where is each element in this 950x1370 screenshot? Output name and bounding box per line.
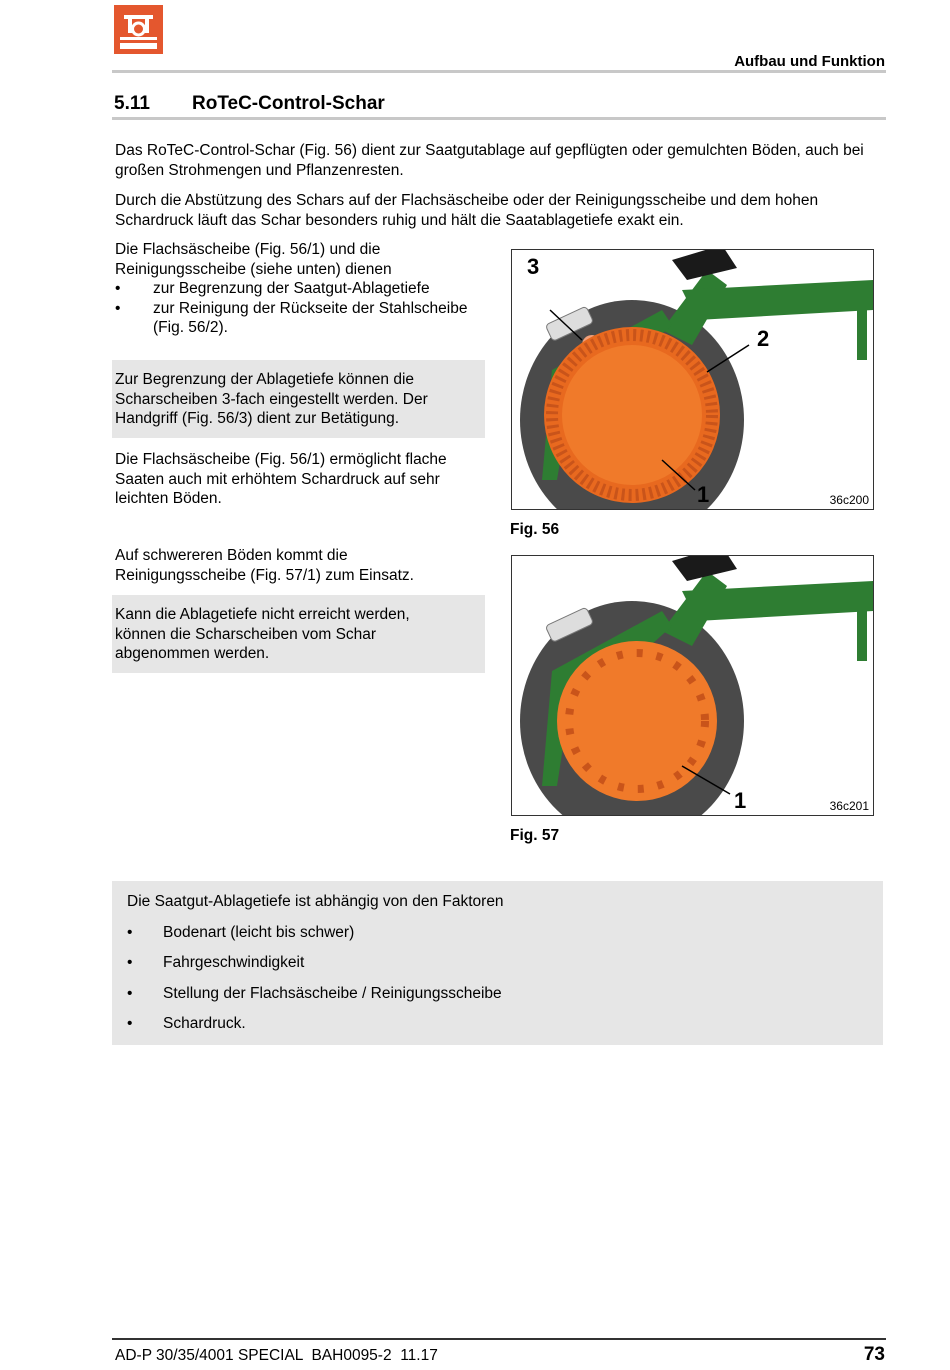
figure-56 xyxy=(511,249,874,510)
paragraph-support: Durch die Abstützung des Schars auf der Flachsäscheibe oder der Reinigungsscheibe und dem hohen Schardruck läuft das Schar besonders ruhig und hält die Saatablagetiefe exakt ein. xyxy=(115,192,819,229)
callout-label-steel-disc: 2 xyxy=(757,326,770,351)
figure-code: 36c200 xyxy=(829,493,869,507)
list-item: • zur Reinigung der Rückseite der Stahlscheibe (Fig. 56/2). xyxy=(115,299,475,338)
callout-label-handle: 3 xyxy=(527,254,540,279)
list-item: • Schardruck. xyxy=(127,1014,867,1034)
header-rule xyxy=(112,70,886,73)
footer-doc-id: AD-P 30/35/4001 SPECIAL BAH0095-2 11.17 xyxy=(115,1347,438,1364)
note-text: Zur Begrenzung der Ablagetiefe können die Scharscheiben 3-fach eingestellt werden. Der Handgriff (Fig. 56/3) dient zur Betätigung. xyxy=(115,371,428,427)
section-number: 5.11 xyxy=(114,93,150,114)
note-box-factors xyxy=(112,881,883,1045)
figure-57 xyxy=(511,555,874,816)
page-number: 73 xyxy=(863,1344,885,1365)
factors-list xyxy=(127,923,867,1034)
note-box-depth xyxy=(112,360,485,438)
factors-content xyxy=(127,892,867,1034)
rotec-share-cleaning-disc-illustration xyxy=(512,556,873,815)
figure-56-caption: Fig. 56 xyxy=(510,521,560,538)
footer-rule xyxy=(112,1338,886,1340)
note-box-remove xyxy=(112,595,485,673)
paragraph-discs xyxy=(115,240,475,338)
discs-bullet-list xyxy=(115,279,475,338)
paragraph-flat-seed: Die Flachsäscheibe (Fig. 56/1) ermöglicht flache Saaten auch mit erhöhtem Schardruck auf sehr leichten Böden. xyxy=(115,451,447,507)
paragraph-discs-text: Die Flachsäscheibe (Fig. 56/1) und die Reinigungsscheibe (siehe unten) dienen xyxy=(115,241,392,278)
figure-code: 36c201 xyxy=(829,799,869,813)
list-item: • Stellung der Flachsäscheibe / Reinigungsscheibe xyxy=(127,984,867,1004)
chapter-title: Aufbau und Funktion xyxy=(734,53,885,70)
section-rule xyxy=(112,117,886,120)
paragraph-heavy-soil: Auf schwereren Böden kommt die Reinigungsscheibe (Fig. 57/1) zum Einsatz. xyxy=(115,547,414,584)
figure-57-caption: Fig. 57 xyxy=(510,827,560,844)
section-heading xyxy=(114,93,385,115)
list-item: • Fahrgeschwindigkeit xyxy=(127,953,867,973)
factors-intro: Die Saatgut-Ablagetiefe ist abhängig von den Faktoren xyxy=(127,893,504,910)
paragraph-intro: Das RoTeC-Control-Schar (Fig. 56) dient zur Saatgutablage auf gepflügten oder gemulchten Böden, auch bei großen Strohmengen und Pflanzenresten. xyxy=(115,142,864,179)
note-text: Kann die Ablagetiefe nicht erreicht werden, können die Scharscheiben vom Schar abgenommen werden. xyxy=(115,606,410,662)
list-item: • zur Begrenzung der Saatgut-Ablagetiefe xyxy=(115,279,475,299)
section-title: RoTeC-Control-Schar xyxy=(192,93,385,114)
callout-label-cleaning-disc: 1 xyxy=(734,788,747,813)
list-item: • Bodenart (leicht bis schwer) xyxy=(127,923,867,943)
amazone-logo-icon xyxy=(114,5,163,54)
rotec-share-flat-disc-illustration xyxy=(512,250,873,509)
callout-label-flat-disc: 1 xyxy=(697,482,710,507)
amazone-logo xyxy=(114,5,163,54)
